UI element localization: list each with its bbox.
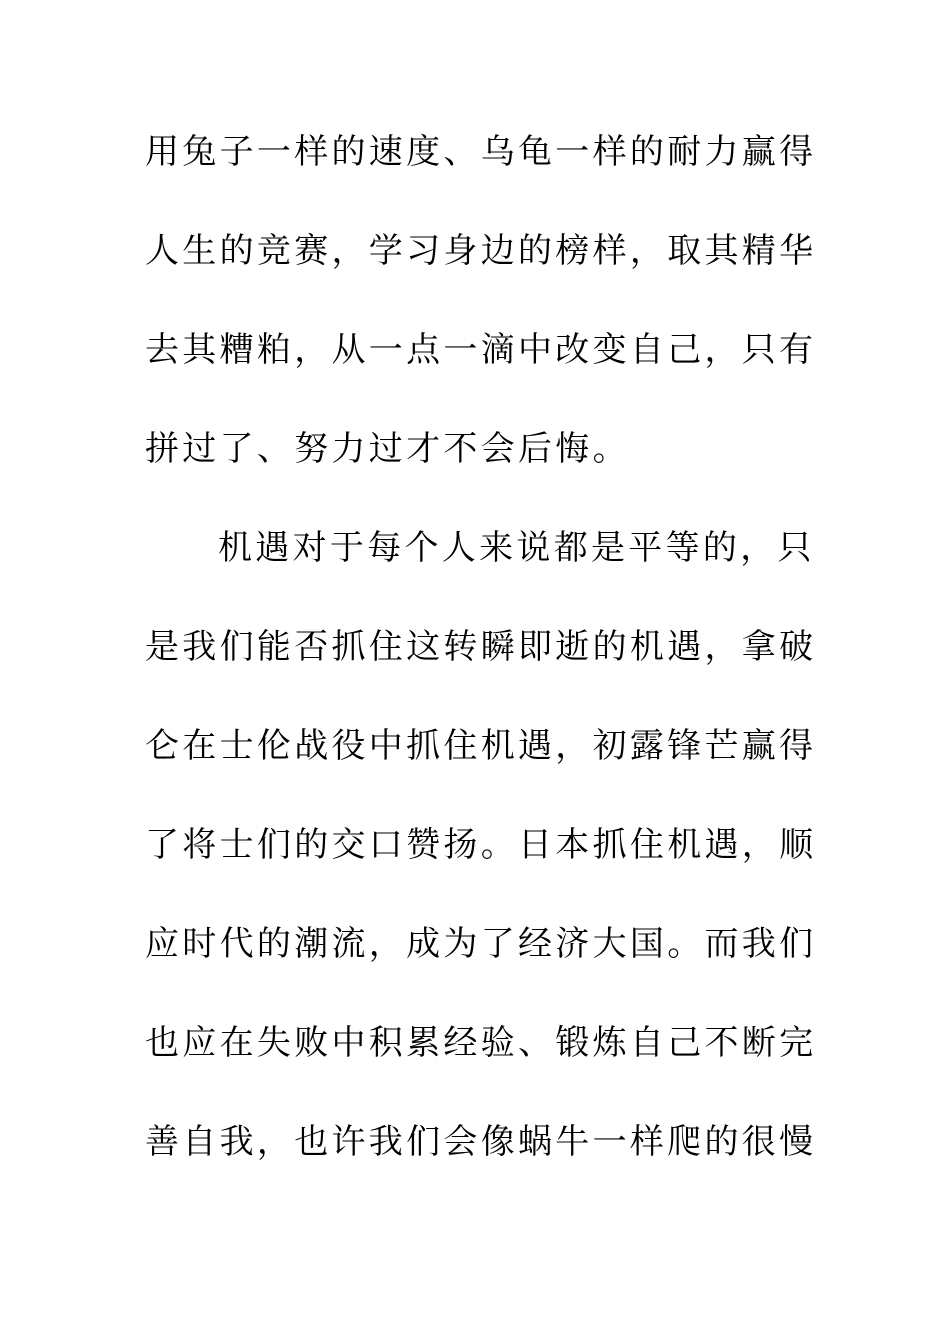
text-line: 人生的竞赛，学习身边的榜样，取其精华 <box>145 231 817 271</box>
text-line: 仑在士伦战役中抓住机遇，初露锋芒赢得 <box>145 726 817 766</box>
text-line: 了将士们的交口赞扬。日本抓住机遇，顺 <box>145 825 817 865</box>
text-line: 善自我，也许我们会像蜗牛一样爬的很慢 <box>145 1122 817 1162</box>
text-line: 也应在失败中积累经验、锻炼自己不断完 <box>145 1023 817 1063</box>
text-line: 去其糟粕，从一点一滴中改变自己，只有 <box>145 330 817 370</box>
text-line: 是我们能否抓住这转瞬即逝的机遇，拿破 <box>145 627 817 667</box>
text-line: 用兔子一样的速度、乌龟一样的耐力赢得 <box>145 132 817 172</box>
text-line: 应时代的潮流，成为了经济大国。而我们 <box>145 924 817 964</box>
text-line: 拼过了、努力过才不会后悔。 <box>145 429 630 469</box>
text-line-indented: 机遇对于每个人来说都是平等的，只 <box>218 528 815 568</box>
